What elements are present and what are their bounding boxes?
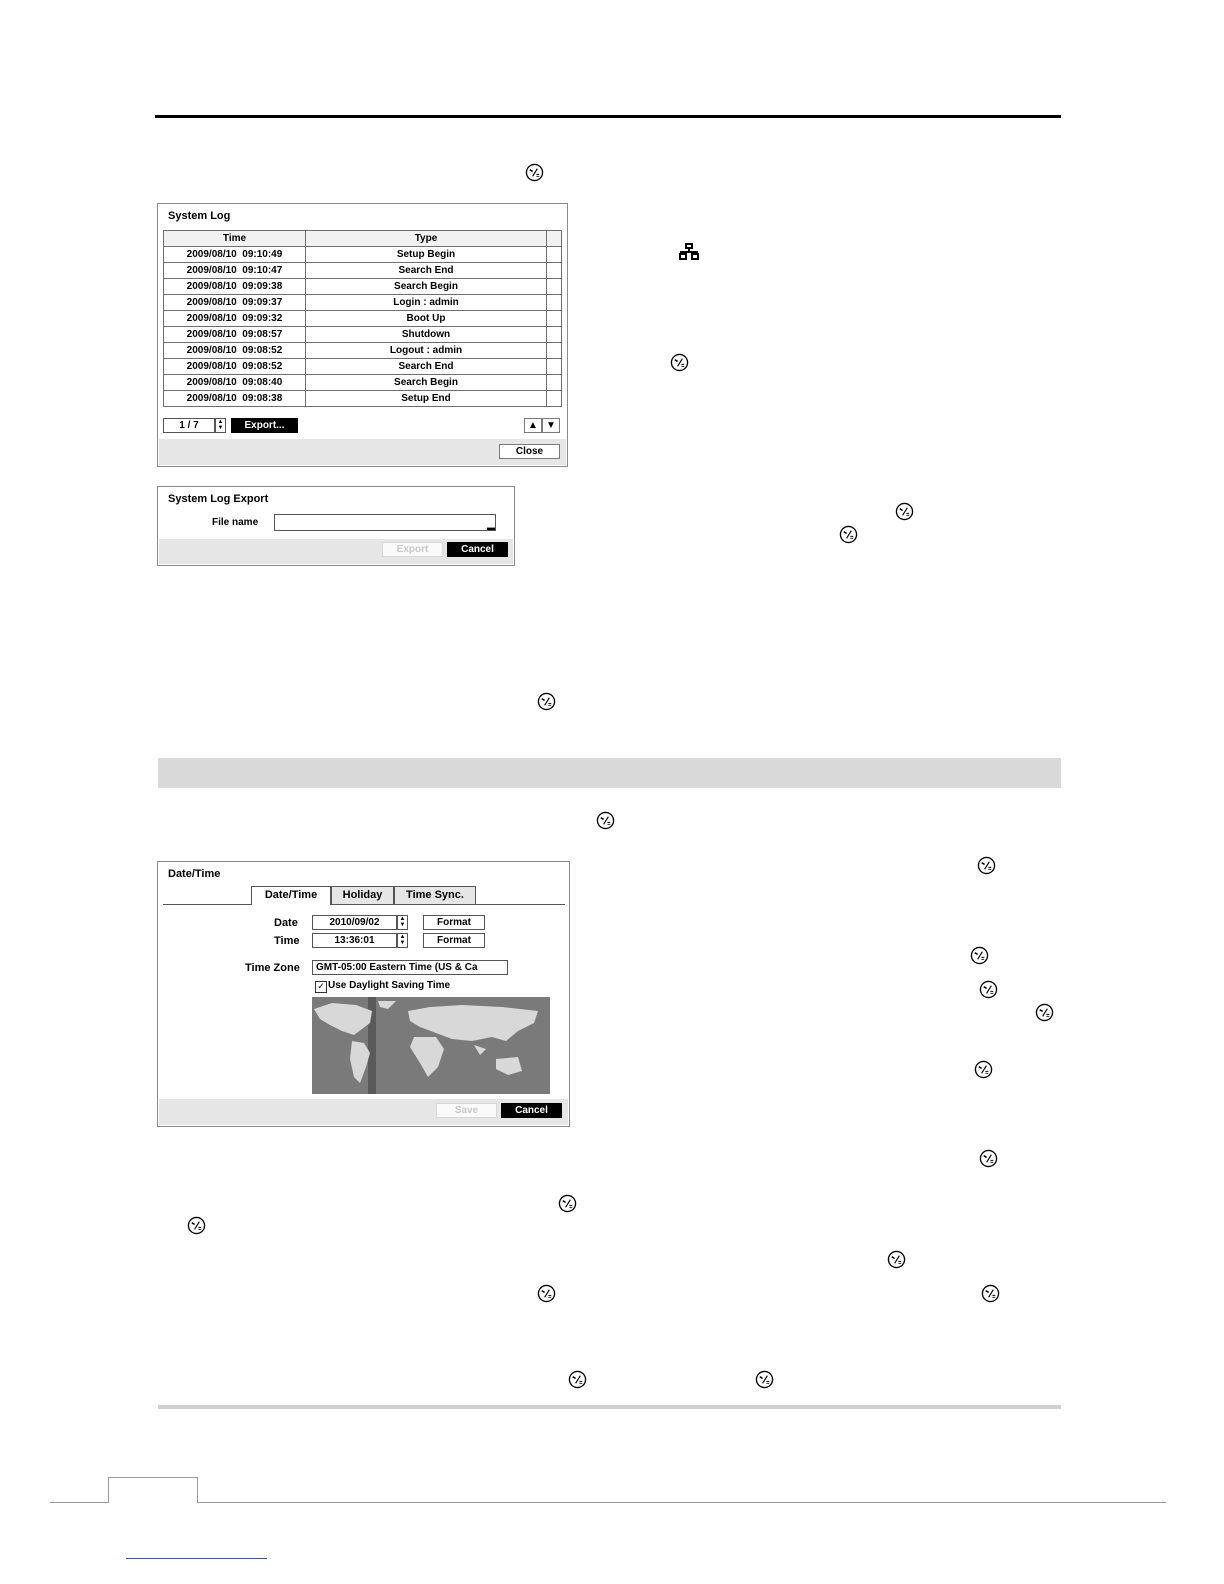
time-label: Time xyxy=(274,935,300,947)
enter-button-icon xyxy=(596,811,615,830)
scrollbar-cell[interactable] xyxy=(547,247,562,263)
log-time-cell: 2009/08/10 09:09:37 xyxy=(164,295,306,311)
enter-button-icon xyxy=(839,525,858,544)
timezone-label: Time Zone xyxy=(245,962,300,974)
log-type-cell: Shutdown xyxy=(306,327,547,343)
footer-rule xyxy=(50,1502,1166,1503)
section-end-rule xyxy=(158,1405,1061,1409)
time-field[interactable]: 13:36:01 xyxy=(312,933,397,948)
system-log-export-title: System Log Export xyxy=(168,493,269,505)
enter-button-icon xyxy=(187,1216,206,1235)
log-type-cell: Logout : admin xyxy=(306,343,547,359)
file-name-input[interactable] xyxy=(274,514,496,531)
enter-button-icon xyxy=(970,946,989,965)
enter-button-icon xyxy=(558,1194,577,1213)
table-row[interactable] xyxy=(164,247,562,263)
tab-panel-border xyxy=(163,904,565,905)
log-type-cell: Login : admin xyxy=(306,295,547,311)
log-type-cell: Search Begin xyxy=(306,279,547,295)
tab-time-sync[interactable]: Time Sync. xyxy=(394,886,476,904)
page-indicator[interactable]: 1 / 7 xyxy=(163,418,215,433)
log-time-cell: 2009/08/10 09:09:38 xyxy=(164,279,306,295)
enter-button-icon xyxy=(1035,1003,1054,1022)
scroll-up-button[interactable]: ▲ xyxy=(524,418,542,433)
dst-label: Use Daylight Saving Time xyxy=(328,980,451,991)
enter-button-icon xyxy=(974,1060,993,1079)
enter-button-icon xyxy=(755,1370,774,1389)
log-type-cell: Setup Begin xyxy=(306,247,547,263)
table-row[interactable] xyxy=(164,311,562,327)
log-time-cell: 2009/08/10 09:08:52 xyxy=(164,359,306,375)
table-row[interactable] xyxy=(164,295,562,311)
page-spinner[interactable]: ▲ ▼ xyxy=(215,418,226,433)
scroll-down-button[interactable]: ▼ xyxy=(542,418,560,433)
scrollbar-cell[interactable] xyxy=(547,343,562,359)
log-time-cell: 2009/08/10 09:08:52 xyxy=(164,343,306,359)
scrollbar-cell[interactable] xyxy=(547,359,562,375)
enter-button-icon xyxy=(895,502,914,521)
export-confirm-button[interactable]: Export xyxy=(382,542,443,557)
log-time-cell: 2009/08/10 09:10:49 xyxy=(164,247,306,263)
enter-button-icon xyxy=(568,1370,587,1389)
section-heading-bar xyxy=(158,758,1061,788)
page-number-tab xyxy=(108,1477,198,1503)
system-log-title: System Log xyxy=(168,210,231,222)
log-type-cell: Search Begin xyxy=(306,375,547,391)
system-log-dialog xyxy=(157,203,568,467)
enter-button-icon xyxy=(981,1284,1000,1303)
scrollbar-cell[interactable] xyxy=(547,279,562,295)
cancel-button[interactable]: Cancel xyxy=(501,1103,562,1118)
enter-button-icon xyxy=(979,1149,998,1168)
close-button[interactable]: Close xyxy=(499,444,560,459)
table-row[interactable] xyxy=(164,391,562,407)
log-time-cell: 2009/08/10 09:08:38 xyxy=(164,391,306,407)
table-row[interactable] xyxy=(164,375,562,391)
dst-checkbox[interactable]: ✓ xyxy=(315,981,327,993)
log-type-cell: Boot Up xyxy=(306,311,547,327)
scrollbar-cell[interactable] xyxy=(547,263,562,279)
table-row[interactable] xyxy=(164,359,562,375)
export-button[interactable]: Export... xyxy=(231,418,298,433)
time-format-select[interactable]: Format xyxy=(423,933,485,948)
log-time-cell: 2009/08/10 09:08:40 xyxy=(164,375,306,391)
scrollbar-track[interactable] xyxy=(547,231,562,247)
system-log-table xyxy=(163,230,562,407)
input-ellipsis-icon: ▬ xyxy=(487,523,495,532)
column-header-type[interactable]: Type xyxy=(306,231,547,247)
tab-holiday[interactable]: Holiday xyxy=(331,886,394,904)
file-name-label: File name xyxy=(212,517,259,528)
enter-button-icon xyxy=(887,1250,906,1269)
log-type-cell: Search End xyxy=(306,263,547,279)
date-label: Date xyxy=(274,917,298,929)
footer-link-underline[interactable] xyxy=(126,1558,267,1559)
scrollbar-cell[interactable] xyxy=(547,311,562,327)
scrollbar-cell[interactable] xyxy=(547,375,562,391)
log-time-cell: 2009/08/10 09:09:32 xyxy=(164,311,306,327)
log-type-cell: Search End xyxy=(306,359,547,375)
log-type-cell: Setup End xyxy=(306,391,547,407)
enter-button-icon xyxy=(525,163,544,182)
system-log-export-dialog xyxy=(157,486,515,566)
datetime-title: Date/Time xyxy=(168,868,221,880)
table-row[interactable] xyxy=(164,263,562,279)
scrollbar-cell[interactable] xyxy=(547,391,562,407)
world-map[interactable] xyxy=(312,997,550,1094)
table-row[interactable] xyxy=(164,279,562,295)
time-spinner[interactable]: ▲ ▼ xyxy=(397,933,408,948)
enter-button-icon xyxy=(670,353,689,372)
timezone-select[interactable]: GMT-05:00 Eastern Time (US & Ca xyxy=(312,960,508,975)
date-spinner[interactable]: ▲ ▼ xyxy=(397,915,408,930)
log-time-cell: 2009/08/10 09:08:57 xyxy=(164,327,306,343)
enter-button-icon xyxy=(977,856,996,875)
save-button[interactable]: Save xyxy=(436,1103,497,1118)
enter-button-icon xyxy=(537,692,556,711)
table-row[interactable] xyxy=(164,343,562,359)
scrollbar-cell[interactable] xyxy=(547,327,562,343)
tab-datetime[interactable]: Date/Time xyxy=(251,886,331,905)
cancel-button[interactable]: Cancel xyxy=(447,542,508,557)
datetime-dialog xyxy=(157,861,570,1127)
table-row[interactable] xyxy=(164,327,562,343)
date-field[interactable]: 2010/09/02 xyxy=(312,915,397,930)
enter-button-icon xyxy=(537,1284,556,1303)
header-rule xyxy=(155,115,1061,118)
network-icon xyxy=(679,243,699,261)
enter-button-icon xyxy=(979,980,998,999)
column-header-time[interactable]: Time xyxy=(164,231,306,247)
log-time-cell: 2009/08/10 09:10:47 xyxy=(164,263,306,279)
scrollbar-cell[interactable] xyxy=(547,295,562,311)
date-format-select[interactable]: Format xyxy=(423,915,485,930)
